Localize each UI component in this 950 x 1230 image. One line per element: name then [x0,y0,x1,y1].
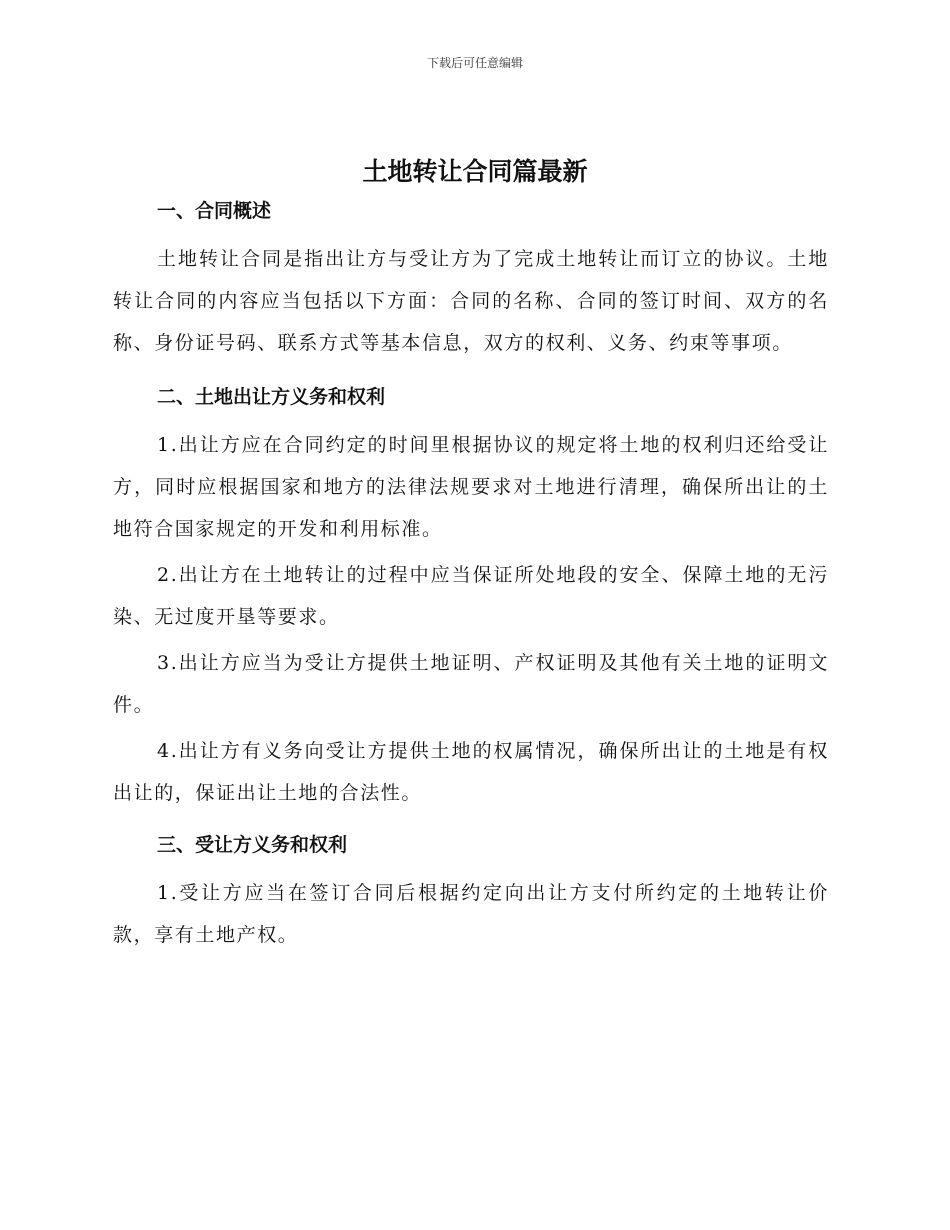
document-body [113,196,829,956]
paragraph-transferee-duty-1: 1.受让方应当在签订合同后根据约定向出让方支付所约定的土地转让价款，享有土地产权。 [113,882,829,946]
paragraph-overview: 土地转让合同是指出让方与受让方为了完成土地转让而订立的协议。土地转让合同的内容应当包括以下方面：合同的名称、合同的签订时间、双方的名称、身份证号码、联系方式等基本信息，双方的权利、义务、约束等事项。 [113,248,829,354]
paragraph-transferor-duty-3: 3.出让方应当为受让方提供土地证明、产权证明及其他有关土地的证明文件。 [113,652,829,716]
section-heading-transferor-duties: 二、土地出让方义务和权利 [157,386,386,408]
header-note: 下载后可任意编辑 [426,56,523,70]
paragraph-transferor-duty-4: 4.出让方有义务向受让方提供土地的权属情况，确保所出让的土地是有权出让的，保证出让土地的合法性。 [113,740,829,804]
section-heading-transferee-duties: 三、受让方义务和权利 [157,834,348,856]
document-title: 土地转让合同篇最新 [362,157,588,186]
paragraph-transferor-duty-1: 1.出让方应在合同约定的时间里根据协议的规定将土地的权利归还给受让方，同时应根据国家和地方的法律法规要求对土地进行清理，确保所出让的土地符合国家规定的开发和利用标准。 [113,434,829,540]
section-heading-overview: 一、合同概述 [157,200,272,222]
paragraph-transferor-duty-2: 2.出让方在土地转让的过程中应当保证所处地段的安全、保障土地的无污染、无过度开垦等要求。 [113,564,829,628]
